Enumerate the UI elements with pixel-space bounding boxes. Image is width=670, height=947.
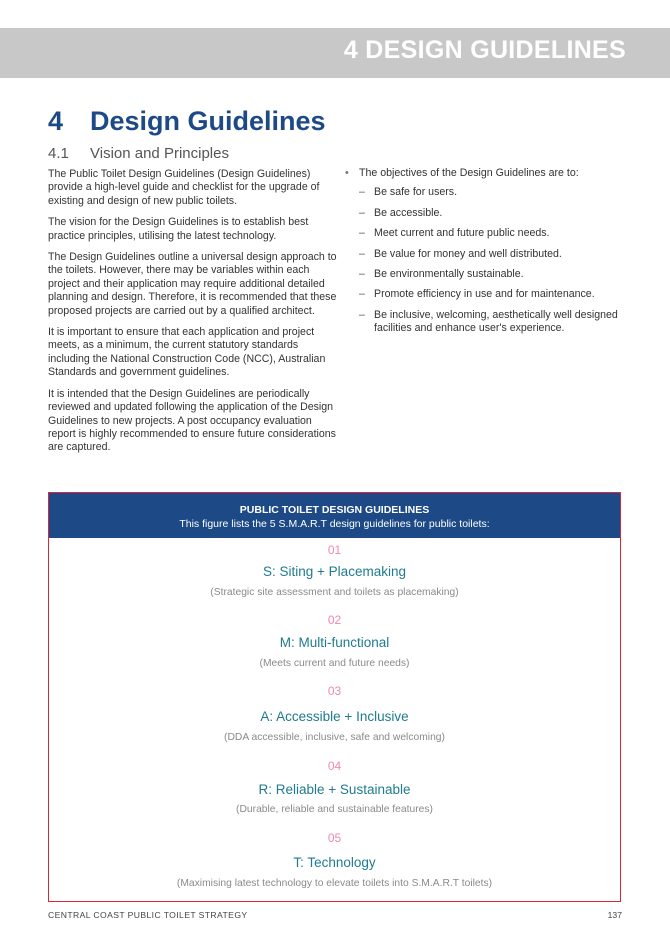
heading-title: Design Guidelines bbox=[90, 106, 326, 136]
dash-icon: – bbox=[359, 206, 365, 219]
paragraph: The vision for the Design Guidelines is to establish best practice principles, utilising the latest technology. bbox=[48, 216, 309, 242]
paragraph: It is important to ensure that each application and project meets, as a minimum, the current statutory standards including the National Construction Code (NCC), Australian Standards and government guidelines. bbox=[48, 326, 326, 379]
subheading-title: Vision and Principles bbox=[90, 145, 229, 162]
list-item bbox=[345, 207, 635, 220]
dash-icon: – bbox=[359, 308, 365, 321]
guideline-number: 05 bbox=[327, 831, 342, 845]
guideline-description: (Meets current and future needs) bbox=[259, 658, 410, 669]
dash-icon: – bbox=[359, 227, 365, 240]
list-item-text: Be safe for users. bbox=[374, 186, 458, 199]
guideline-title: A: Accessible + Inclusive bbox=[260, 709, 409, 724]
guideline-title: M: Multi-functional bbox=[279, 635, 390, 650]
list-item-text: Be environmentally sustainable. bbox=[374, 268, 524, 281]
guideline-number: 04 bbox=[327, 759, 342, 773]
subheading-number: 4.1 bbox=[48, 145, 69, 162]
list-item-text: Be accessible. bbox=[374, 206, 443, 219]
list-item-text: Promote efficiency in use and for maintenance. bbox=[374, 288, 595, 301]
list-item bbox=[345, 248, 635, 261]
list-item bbox=[345, 268, 635, 281]
list-item bbox=[345, 227, 635, 240]
figure-subtitle: This figure lists the 5 S.M.A.R.T design guidelines for public toilets: bbox=[179, 518, 490, 530]
guideline-number: 03 bbox=[327, 684, 342, 698]
list-item bbox=[345, 309, 635, 336]
footer-document-title: CENTRAL COAST PUBLIC TOILET STRATEGY bbox=[48, 910, 248, 920]
guideline-number: 01 bbox=[327, 543, 342, 557]
objectives-intro bbox=[345, 167, 635, 180]
dash-icon: – bbox=[359, 247, 365, 260]
left-column bbox=[48, 168, 338, 463]
guideline-description: (Strategic site assessment and toilets as placemaking) bbox=[210, 587, 459, 598]
right-column bbox=[345, 167, 635, 343]
section-banner bbox=[0, 28, 670, 78]
page-number: 137 bbox=[607, 910, 622, 920]
paragraph: The Public Toilet Design Guidelines (Design Guidelines) provide a high-level guide and checklist for the upgrade of existing and design of new public toilets. bbox=[48, 168, 320, 207]
dash-icon: – bbox=[359, 288, 365, 301]
guideline-description: (Durable, reliable and sustainable features) bbox=[236, 804, 433, 815]
figure-header bbox=[49, 493, 620, 538]
list-item bbox=[345, 288, 635, 301]
section-subheading bbox=[48, 145, 229, 162]
figure-title: PUBLIC TOILET DESIGN GUIDELINES bbox=[239, 504, 430, 516]
list-item-text: Meet current and future public needs. bbox=[374, 227, 550, 240]
guideline-number: 02 bbox=[327, 613, 342, 627]
page-heading bbox=[48, 106, 326, 137]
list-item-text: Be value for money and well distributed. bbox=[374, 247, 562, 260]
list-item-text: Be inclusive, welcoming, aesthetically well designed facilities and enhance user's experience. bbox=[374, 308, 618, 335]
objectives-intro-text: The objectives of the Design Guidelines are to: bbox=[359, 167, 579, 179]
guideline-description: (DDA accessible, inclusive, safe and welcoming) bbox=[224, 732, 445, 743]
guideline-title: R: Reliable + Sustainable bbox=[258, 782, 411, 797]
bullet-icon: • bbox=[345, 167, 349, 179]
heading-number: 4 bbox=[48, 106, 64, 136]
guideline-title: S: Siting + Placemaking bbox=[263, 564, 406, 579]
guideline-title: T: Technology bbox=[293, 855, 376, 870]
guidelines-figure bbox=[48, 492, 621, 902]
dash-icon: – bbox=[359, 186, 365, 199]
objectives-list bbox=[345, 186, 635, 335]
banner-title: 4 DESIGN GUIDELINES bbox=[343, 36, 626, 64]
dash-icon: – bbox=[359, 268, 365, 281]
list-item bbox=[345, 186, 635, 199]
paragraph: It is intended that the Design Guidelines are periodically reviewed and updated following the application of the Design Guidelines to new projects. A post occupancy evaluation report is highly recommended to ensure future considerations are captured. bbox=[48, 387, 336, 454]
guideline-description: (Maximising latest technology to elevate toilets into S.M.A.R.T toilets) bbox=[176, 878, 493, 889]
paragraph: The Design Guidelines outline a universal design approach to the toilets. However, there may be variables within each project and their application may require additional detailed planning and design. Therefore, it is recommended that these proposed projects are carried out by a qualified architect. bbox=[48, 251, 337, 317]
